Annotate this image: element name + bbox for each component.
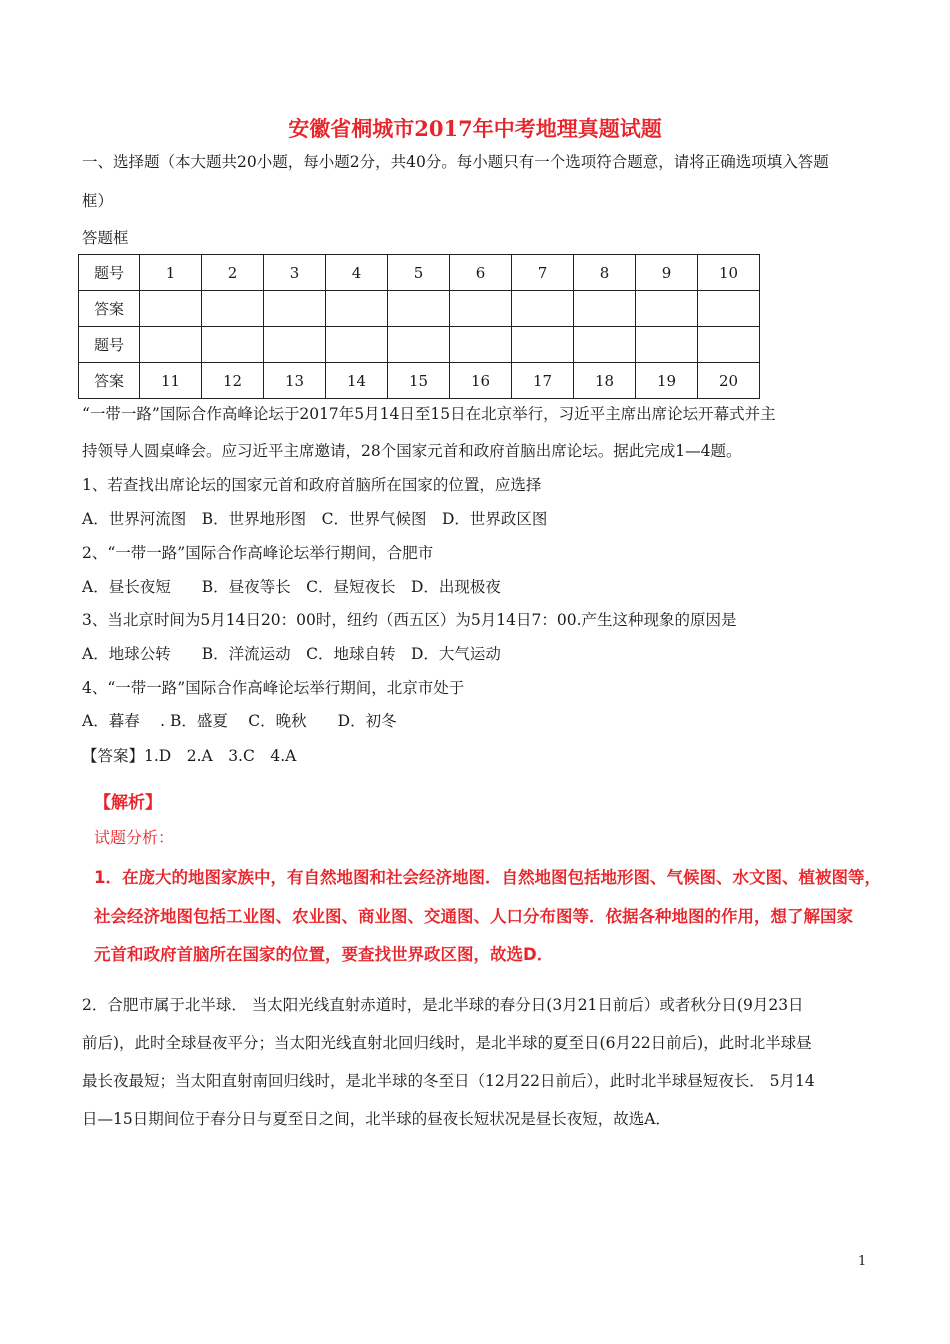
table-cell: 17: [512, 363, 574, 399]
answer-cell[interactable]: [698, 291, 760, 327]
table-cell: 12: [202, 363, 264, 399]
analysis-subtitle: 试题分析：: [94, 828, 175, 847]
table-cell: [698, 327, 760, 363]
analysis-p1-line2: 社会经济地图包括工业图、农业图、商业图、交通图、人口分布图等．依据各种地图的作用，想了解国家: [94, 907, 853, 926]
table-cell: 19: [636, 363, 698, 399]
table-row: [79, 327, 760, 363]
table-cell: 9: [636, 255, 698, 291]
question-4-options: A．暮春 . B．盛夏 C．晚秋 D．初冬: [82, 712, 397, 730]
table-cell: [512, 327, 574, 363]
table-cell: [574, 327, 636, 363]
table-cell: [450, 327, 512, 363]
table-cell: 5: [388, 255, 450, 291]
table-cell: [388, 327, 450, 363]
answer-cell[interactable]: [264, 291, 326, 327]
answer-box-label: 答题框: [82, 229, 129, 247]
table-cell: [140, 327, 202, 363]
table-cell: 10: [698, 255, 760, 291]
page-title: 安徽省桐城市2017年中考地理真题试题: [288, 116, 662, 141]
table-row: [79, 291, 760, 327]
table-cell: 11: [140, 363, 202, 399]
table-cell: 4: [326, 255, 388, 291]
analysis-p2-line2: 前后)，此时全球昼夜平分；当太阳光线直射北回归线时，是北半球的夏至日(6月22日前后)，此时北半球昼: [82, 1034, 812, 1052]
table-cell: 20: [698, 363, 760, 399]
analysis-p2-line3: 最长夜最短；当太阳直射南回归线时，是北半球的冬至日（12月22日前后），此时北半球昼短夜长． 5月14: [82, 1072, 815, 1090]
table-cell: 15: [388, 363, 450, 399]
table-cell: 7: [512, 255, 574, 291]
table-cell: 14: [326, 363, 388, 399]
table-cell: 1: [140, 255, 202, 291]
table-cell: 题号: [79, 327, 140, 363]
table-cell: 题号: [79, 255, 140, 291]
question-1: 1、若查找出席论坛的国家元首和政府首脑所在国家的位置，应选择: [82, 476, 542, 494]
table-cell: 8: [574, 255, 636, 291]
question-1-options: A．世界河流图 B．世界地形图 C．世界气候图 D．世界政区图: [82, 510, 548, 528]
intro-line2: 持领导人圆桌峰会。应习近平主席邀请，28个国家元首和政府首脑出席论坛。据此完成1—4题。: [82, 442, 742, 460]
table-cell: [264, 327, 326, 363]
answer-cell[interactable]: [512, 291, 574, 327]
analysis-label: 【解析】: [94, 793, 162, 813]
answer-box-table: [78, 254, 760, 399]
table-cell: 答案: [79, 291, 140, 327]
table-cell: 6: [450, 255, 512, 291]
table-row: [79, 363, 760, 399]
answer-cell[interactable]: [388, 291, 450, 327]
answer-cell[interactable]: [450, 291, 512, 327]
answer-key: 【答案】1.D 2.A 3.C 4.A: [82, 747, 297, 765]
table-cell: 16: [450, 363, 512, 399]
table-cell: 答案: [79, 363, 140, 399]
table-cell: 3: [264, 255, 326, 291]
answer-cell[interactable]: [636, 291, 698, 327]
analysis-p2-line4: 日—15日期间位于春分日与夏至日之间，北半球的昼夜长短状况是昼长夜短，故选A．: [82, 1110, 671, 1128]
question-3-options: A．地球公转 B．洋流运动 C．地球自转 D．大气运动: [82, 645, 501, 663]
answer-cell[interactable]: [202, 291, 264, 327]
question-2: 2、“一带一路”国际合作高峰论坛举行期间，合肥市: [82, 544, 434, 562]
question-3: 3、当北京时间为5月14日20：00时，纽约（西五区）为5月14日7：00.产生这种现象的原因是: [82, 611, 737, 629]
answer-cell[interactable]: [574, 291, 636, 327]
table-row: [79, 255, 760, 291]
table-cell: [636, 327, 698, 363]
page-number: 1: [858, 1254, 867, 1269]
table-cell: 2: [202, 255, 264, 291]
section-instruction-line1: 一、选择题（本大题共20小题，每小题2分，共40分。每小题只有一个选项符合题意，请将正确选项填入答题: [82, 153, 829, 171]
table-cell: 13: [264, 363, 326, 399]
analysis-p1-line1: 1．在庞大的地图家族中，有自然地图和社会经济地图．自然地图包括地形图、气候图、水文图、植被图等，: [94, 868, 881, 887]
analysis-p2-line1: 2．合肥市属于北半球． 当太阳光线直射赤道时，是北半球的春分日(3月21日前后）或者秋分日(9月23日: [82, 996, 804, 1014]
table-cell: 18: [574, 363, 636, 399]
table-cell: [326, 327, 388, 363]
table-cell: [202, 327, 264, 363]
analysis-p1-line3: 元首和政府首脑所在国家的位置，要查找世界政区图，故选D．: [94, 945, 554, 964]
question-2-options: A．昼长夜短 B．昼夜等长 C．昼短夜长 D．出现极夜: [82, 578, 501, 596]
answer-cell[interactable]: [140, 291, 202, 327]
answer-cell[interactable]: [326, 291, 388, 327]
section-instruction-line2: 框）: [82, 192, 114, 210]
question-4: 4、“一带一路”国际合作高峰论坛举行期间，北京市处于: [82, 679, 465, 697]
intro-line1: “一带一路”国际合作高峰论坛于2017年5月14日至15日在北京举行，习近平主席出席论坛开幕式并主: [82, 405, 776, 423]
